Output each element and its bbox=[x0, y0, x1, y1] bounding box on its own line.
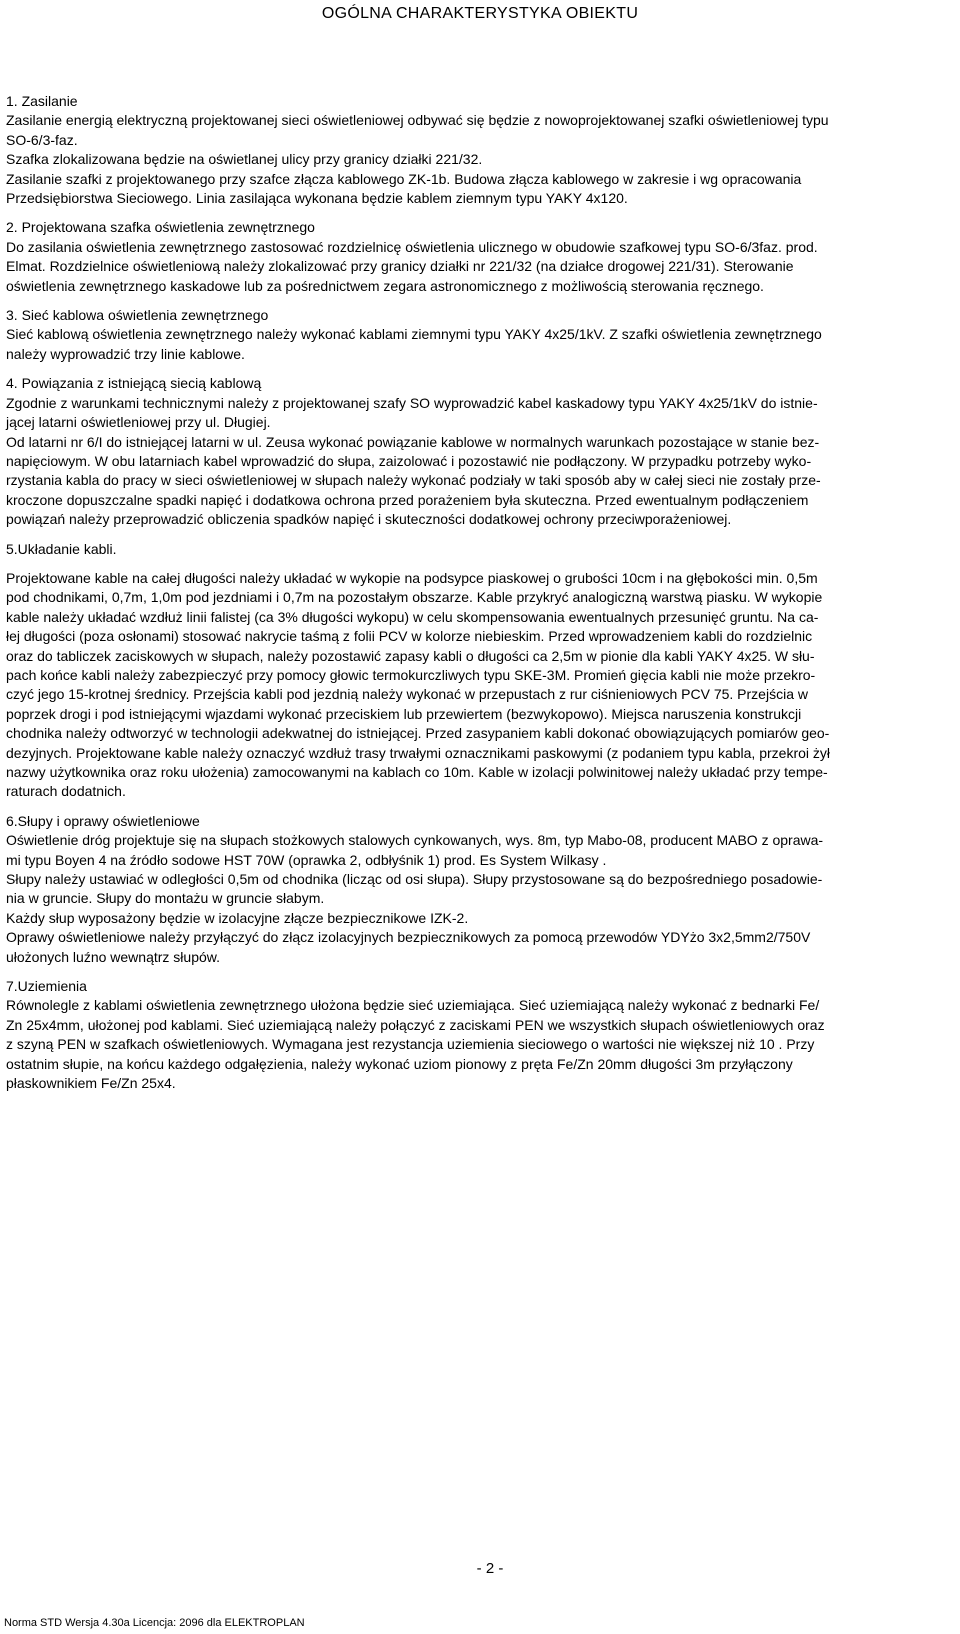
text-line: Oświetlenie dróg projektuje się na słupach stożkowych stalowych cynkowanych, wys. 8m, typ Mabo-08, producent MABO z oprawa- bbox=[6, 832, 824, 849]
text-line: Zgodnie z warunkami technicznymi należy z projektowanej szafy SO wyprowadzić kabel kaskadowy typu YAKY 4x25/1kV do istnie- bbox=[6, 394, 818, 411]
text-line: należy wyprowadzić trzy linie kablowe. bbox=[6, 345, 245, 362]
section-slupy bbox=[6, 812, 952, 967]
section-ukladanie-heading bbox=[6, 540, 952, 559]
text-line: Zn 25x4mm, ułożonej pod kablami. Sieć uziemiającą należy połączyć z zaciskami PEN we wszystkich słupach oświetleniowych oraz bbox=[6, 1016, 825, 1033]
text-line: Od latarni nr 6/I do istniejącej latarni w ul. Zeusa wykonać powiązanie kablowe w normalnych warunkach pozostające w stanie bez- bbox=[6, 433, 820, 450]
text-line: napięciowym. W obu latarniach kabel wprowadzić do słupa, zaizolować i pozostawić nie podłączony. W przypadku potrzeby wyko- bbox=[6, 452, 812, 469]
text-line: Przedsiębiorstwa Sieciowego. Linia zasilająca wykonana będzie kablem ziemnym typu YAKY 4x120. bbox=[6, 190, 628, 207]
text-line: mi typu Boyen 4 na źródło sodowe HST 70W (oprawka 2, odbłyśnik 1) prod. Es System Wilkasy . bbox=[6, 851, 607, 868]
text-line: rzystania kabla do pracy w sieci oświetleniowej w słupach należy wykonać podziały w taki sposób aby w całej sieci nie zostały prze- bbox=[6, 472, 821, 489]
text-line: Sieć kablową oświetlenia zewnętrznego należy wykonać kablami ziemnymi typu YAKY 4x25/1kV. Z szafki oświetlenia zewnętrznego bbox=[6, 326, 822, 343]
text-line: Elmat. Rozdzielnice oświetleniową należy zlokalizować przy granicy działki nr 221/32 (na działce drogowej 221/31). Sterowanie bbox=[6, 258, 794, 275]
text-line: ostatnim słupie, na końcu każdego odgałęzienia, należy wykonać uziom pionowy z pręta Fe/Zn 20mm długości 3m przyłączony bbox=[6, 1055, 793, 1072]
section-zasilanie bbox=[6, 92, 952, 208]
text-line: nia w gruncie. Słupy do montażu w gruncie słabym. bbox=[6, 890, 325, 907]
footer-license: Norma STD Wersja 4.30a Licencja: 2096 dla ELEKTROPLAN bbox=[4, 1617, 305, 1629]
text-line: dezyjnych. Projektowane kable należy oznaczyć wzdłuż trasy trwałymi oznacznikami paskowymi (z podaniem typu kabla, przekroi żył bbox=[6, 744, 831, 761]
text-line: kable należy układać wzdłuż linii falistej (ca 3% długości wykopu) w celu skompensowania ewentualnych przesunięć gruntu. Na ca- bbox=[6, 608, 819, 625]
page-number: - 2 - bbox=[476, 1560, 504, 1577]
section-heading: 7.Uziemienia bbox=[6, 978, 87, 995]
text-line: jącej latarni oświetleniowej przy ul. Długiej. bbox=[6, 414, 271, 431]
text-line: łej długości (poza osłonami) stosować nakrycie taśmą z folii PCV w kolorze niebieskim. Przed wprowadzeniem kabli do rozdzielnic bbox=[6, 628, 813, 645]
text-line: Szafka zlokalizowana będzie na oświetlanej ulicy przy granicy działki 221/32. bbox=[6, 151, 483, 168]
text-line: płaskownikiem Fe/Zn 25x4. bbox=[6, 1075, 176, 1092]
text-line: Do zasilania oświetlenia zewnętrznego zastosować rozdzielnicę oświetlenia ulicznego w obudowie szafkowej typu SO-6/3faz. prod. bbox=[6, 238, 818, 255]
text-line: Zasilanie szafki z projektowanego przy szafce złącza kablowego ZK-1b. Budowa złącza kablowego w zakresie i wg opracowania bbox=[6, 170, 802, 187]
section-uziemienia bbox=[6, 977, 952, 1093]
text-line: raturach dodatnich. bbox=[6, 783, 126, 800]
section-heading: 3. Sieć kablowa oświetlenia zewnętrznego bbox=[6, 307, 269, 324]
section-siec-kablowa bbox=[6, 306, 952, 364]
text-line: Projektowane kable na całej długości należy układać w wykopie na podsypce piaskowej o grubości 10cm i na głębokości min. 0,5m bbox=[6, 569, 818, 586]
section-heading: 1. Zasilanie bbox=[6, 93, 78, 109]
text-line: chodnika należy odtworzyć w technologii adekwatnej do istniejącej. Przed zasypaniem kabli dokonać obowiązujących pomiarów geo- bbox=[6, 725, 830, 742]
section-heading: 5.Układanie kabli. bbox=[6, 540, 117, 557]
section-szafka bbox=[6, 218, 952, 296]
text-line: Zasilanie energią elektryczną projektowanej sieci oświetleniowej odbywać się będzie z nowoprojektowanej szafki oświetleniowej typu bbox=[6, 112, 829, 129]
text-line: poprzek drogi i pod istniejącymi wjazdami wykonać przeciskiem lub przewiertem (bezwykopowo). Miejsca naruszenia konstrukcji bbox=[6, 705, 802, 722]
text-line: pach końce kabli należy zabezpieczyć przy pomocy głowic termokurczliwych typu SKE-3M. Promień gięcia kabli nie może przekro- bbox=[6, 666, 816, 683]
text-line: z szyną PEN w szafkach oświetleniowych. Wymagana jest rezystancja uziemienia sieciowego o wartości nie większej niż 10 . Przy bbox=[6, 1036, 815, 1053]
section-powiazania bbox=[6, 374, 952, 529]
section-heading: 4. Powiązania z istniejącą siecią kablową bbox=[6, 375, 262, 392]
text-line: Każdy słup wyposażony będzie w izolacyjne złącze bezpiecznikowe IZK-2. bbox=[6, 909, 469, 926]
text-line: oraz do tabliczek zaciskowych w słupach, należy pozostawić zapasy kabli o długości ca 2,5m w pionie dla kabli YAKY 4x25. W słu- bbox=[6, 647, 815, 664]
text-line: Równolegle z kablami oświetlenia zewnętrznego ułożona będzie sieć uziemiająca. Sieć uziemiającą należy wykonać z bednarki Fe/ bbox=[6, 997, 820, 1014]
text-line: Oprawy oświetleniowe należy przyłączyć do złącz izolacyjnych bezpiecznikowych za pomocą przewodów YDYżo 3x2,5mm2/750V bbox=[6, 929, 811, 946]
text-line: ułożonych luźno wewnątrz słupów. bbox=[6, 948, 221, 965]
section-heading: 6.Słupy i oprawy oświetleniowe bbox=[6, 812, 200, 829]
section-heading: 2. Projektowana szafka oświetlenia zewnętrznego bbox=[6, 219, 315, 236]
text-line: czyć jego 15-krotnej średnicy. Przejścia kabli pod jezdnią należy wykonać w przepustach z rur ciśnieniowych PCV 75. Przejścia w bbox=[6, 686, 808, 703]
text-line: kroczone dopuszczalne spadki napięć i dodatkowa ochrona przed porażeniem była skuteczna. Przed ewentualnym podłączeniem bbox=[6, 491, 809, 508]
page-title: OGÓLNA CHARAKTERYSTYKA OBIEKTU bbox=[321, 5, 639, 22]
text-line: Słupy należy ustawiać w odległości 0,5m od chodnika (licząc od osi słupa). Słupy przystosowane są do bezpośredniego posadowie- bbox=[6, 871, 823, 888]
text-line: nazwy użytkownika oraz roku ułożenia) zamocowanymi na kablach co 10m. Kable w izolacji polwinitowej należy układać przy tempe- bbox=[6, 764, 828, 780]
text-line: pod chodnikami, 0,7m, 1,0m pod jezdniami i 0,7m na pozostałym obszarze. Kable przykryć analogiczną warstwą piasku. W wykopie bbox=[6, 589, 823, 606]
text-line: SO-6/3-faz. bbox=[6, 131, 78, 148]
text-line: powiązań należy przeprowadzić obliczenia spadków napięć i skuteczności dodatkowej ochrony przeciwporażeniowej. bbox=[6, 511, 732, 528]
section-ukladanie-kabli bbox=[6, 569, 952, 802]
document-body bbox=[6, 92, 952, 1104]
text-line: oświetlenia zewnętrznego kaskadowe lub za pośrednictwem zegara astronomicznego z możliwością sterowania ręcznego. bbox=[6, 277, 764, 294]
